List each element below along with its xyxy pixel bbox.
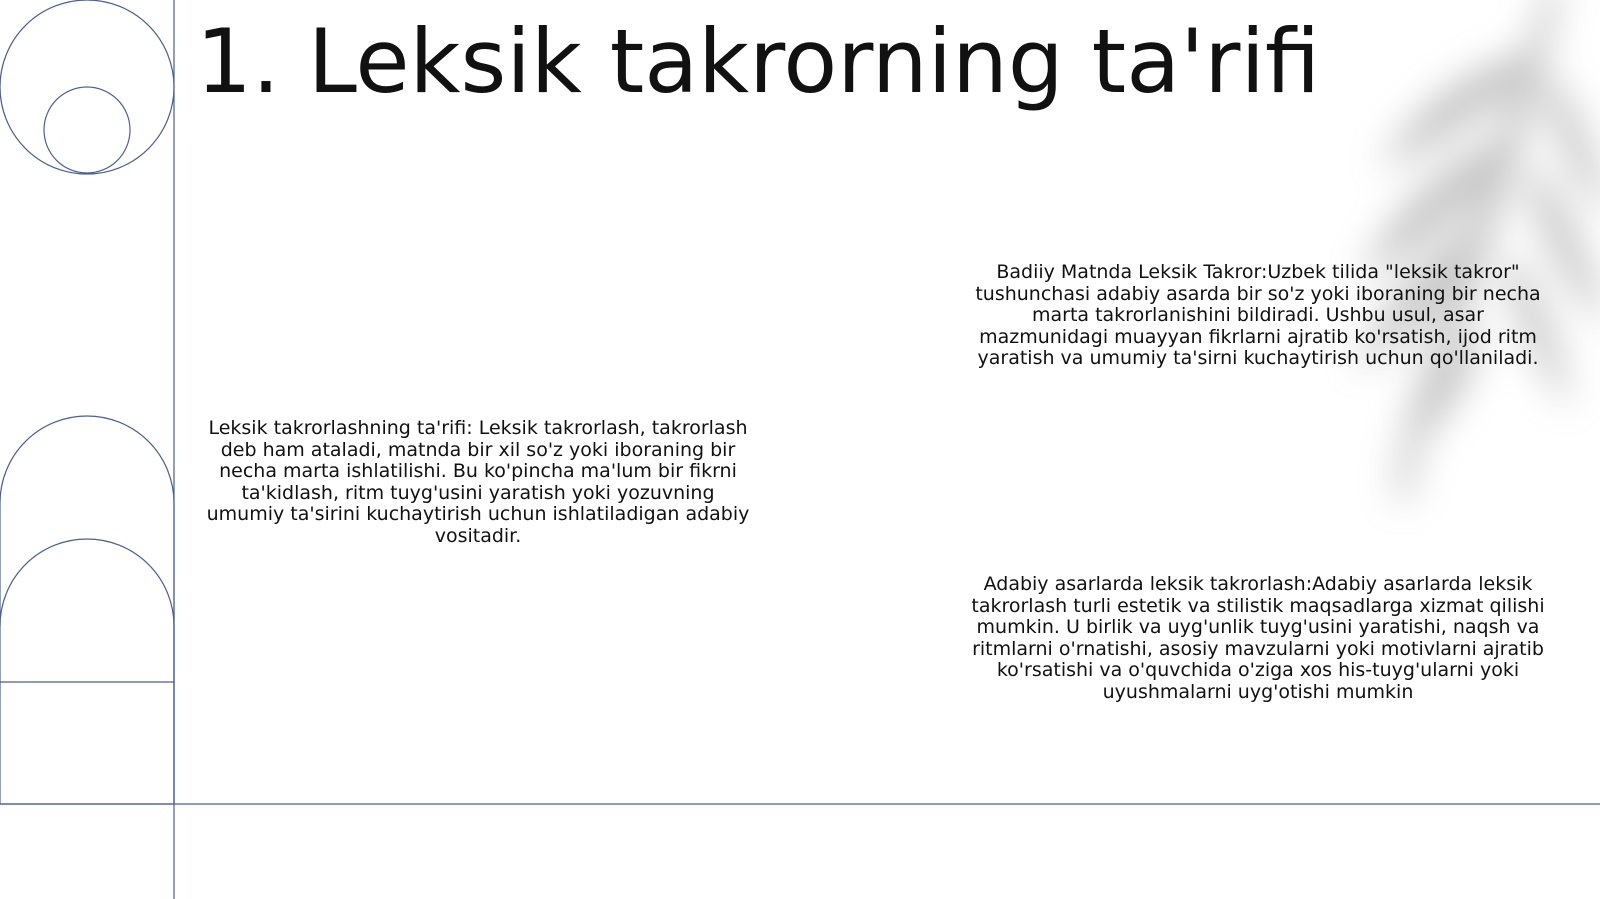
slide-title: 1. Leksik takrorning ta'rifi xyxy=(196,10,1321,113)
right-top-text: Badiiy Matnda Leksik Takror:Uzbek tilida "leksik takror" tushunchasi adabiy asarda bir so'z yoki iboraning bir necha marta takrorlanishini bildiradi. Ushbu usul, asar mazmunidagi muayyan fikrlarni ajratib ko'rsatish, ijod ritm yaratish va umumiy ta'sirni kuchaytirish uchun qo'llaniladi. xyxy=(975,261,1541,369)
arch-upper xyxy=(0,416,174,804)
top-small-circle xyxy=(44,87,130,173)
right-bottom-text: Adabiy asarlarda leksik takrorlash:Adabiy asarlarda leksik takrorlash turli estetik va stilistik maqsadlarga xizmat qilishi mumkin. U birlik va uyg'unlik tuyg'usini yaratishi, naqsh va ritmlarni o'rnatishi, asosiy mavzularni yoki motivlarni ajratib ko'rsatishi va o'quvchida o'ziga xos his-tuyg'ularni yoki uyushmalarni uyg'otishi mumkin xyxy=(971,573,1545,703)
left-definition-text: Leksik takrorlashning ta'rifi: Leksik takrorlash, takrorlash deb ham ataladi, matnda bir xil so'z yoki iboraning bir necha marta ishlatilishi. Bu ko'pincha ma'lum bir fikrni ta'kidlash, ritm tuyg'usini yaratish yoki yozuvning umumiy ta'sirini kuchaytirish uchun ishlatiladigan adabiy vositadir. xyxy=(206,417,750,547)
arch-lower xyxy=(0,539,174,804)
